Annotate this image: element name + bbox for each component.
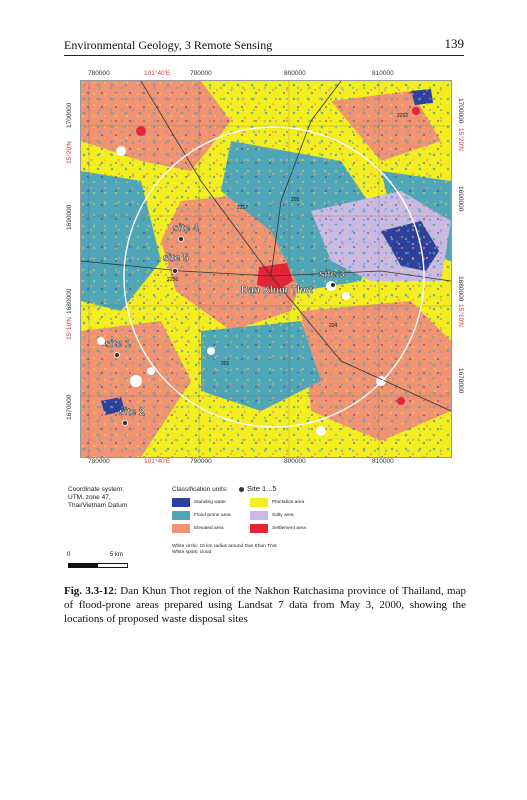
swatch-label: Plantation area: [272, 500, 305, 505]
left-tick: 15°10'N: [66, 317, 73, 340]
top-tick: 790000: [190, 70, 212, 77]
center-label: Dan Khun Thot: [241, 285, 313, 296]
site-label: site 5: [163, 253, 189, 264]
site-symbol: [239, 484, 277, 493]
swatch-settlement: [250, 524, 268, 533]
swatch-label: Standing water: [194, 500, 226, 505]
coord-line: Coordinate system:: [68, 486, 124, 493]
right-tick: 1680000: [457, 276, 464, 302]
swatch-standing-water: [172, 498, 190, 507]
top-tick: 810000: [372, 70, 394, 77]
site-dot-icon: [239, 487, 244, 492]
site-label: site 4: [173, 223, 199, 234]
scale-end: 5 km: [110, 552, 124, 558]
map-canvas: [81, 81, 451, 457]
coord-line: Thai/Vietnam Datum: [68, 502, 128, 509]
site-label: site 2: [119, 407, 145, 418]
coord-line: UTM, zone 47,: [68, 494, 111, 501]
road-number: 224: [329, 323, 338, 329]
swatch-salty: [250, 511, 268, 520]
swatch-elevated: [172, 524, 190, 533]
settlement-area: [397, 397, 405, 405]
bottom-tick: 790000: [190, 458, 212, 465]
legend-note: [172, 544, 277, 556]
right-tick: 15°20'N: [457, 128, 464, 151]
right-tick: 1690000: [457, 186, 464, 212]
left-tick: 1690000: [66, 204, 73, 230]
road-number: 205: [291, 197, 300, 203]
bottom-tick: 810000: [372, 458, 394, 465]
swatch-label: Settlement area: [272, 526, 306, 531]
note-line: White spots: cloud: [172, 550, 212, 555]
top-tick: 101°40'E: [144, 70, 171, 77]
header-rule: [64, 55, 464, 56]
scale-bar-graphic: [68, 563, 128, 568]
top-tick: 780000: [88, 70, 110, 77]
swatch-flood-prone: [172, 511, 190, 520]
running-title: Environmental Geology, 3 Remote Sensing: [64, 38, 273, 52]
map-legend: [62, 480, 467, 568]
bottom-tick: 780000: [88, 458, 110, 465]
page-number: 139: [444, 36, 464, 51]
right-tick: 15°10'N: [457, 304, 464, 327]
swatch-label: Flood prone area: [194, 513, 231, 518]
site-label: site 3: [319, 269, 345, 280]
caption-text: : Dan Khun Thot region of the Nakhon Ratchasima province of Thailand, map of flood-prone areas prepared using Landsat 7 data from May 3, 2000, showing the locations of proposed waste disposal sites: [64, 585, 466, 625]
swatch-plantation: [250, 498, 268, 507]
top-tick: 800000: [284, 70, 306, 77]
figure-caption: [64, 584, 466, 626]
classification-map: [80, 80, 452, 458]
figure: [62, 68, 467, 568]
scale-start: 0: [67, 552, 71, 558]
bottom-tick: 101°40'E: [144, 458, 171, 465]
left-tick: 1700000: [66, 102, 73, 128]
road-number: 201: [221, 361, 230, 367]
road-number: 2202: [397, 113, 409, 119]
caption-label: Fig. 3.3-12: [64, 585, 114, 597]
road-number: 2217: [237, 205, 249, 211]
page-header: [64, 38, 464, 56]
left-tick: 1680000: [66, 288, 73, 314]
site-label: site 1: [105, 339, 131, 350]
left-tick: 15°20'N: [66, 141, 73, 164]
left-tick: 1670000: [66, 394, 73, 420]
classification-title: Classification units:: [172, 486, 228, 493]
note-line: White circle: 15 km radius around Dan Khun Thot: [172, 544, 277, 549]
road-number: 2256: [167, 277, 179, 283]
settlement-area: [136, 126, 146, 136]
settlement-area: [412, 107, 420, 115]
right-tick: 1670000: [457, 368, 464, 394]
swatch-label: Salty area: [272, 513, 294, 518]
bottom-tick: 800000: [284, 458, 306, 465]
swatch-label: Elevated area: [194, 526, 224, 531]
right-tick: 1700000: [457, 98, 464, 124]
site-symbol-label: Site 1...5: [247, 484, 277, 493]
coordinate-system: [68, 486, 127, 510]
